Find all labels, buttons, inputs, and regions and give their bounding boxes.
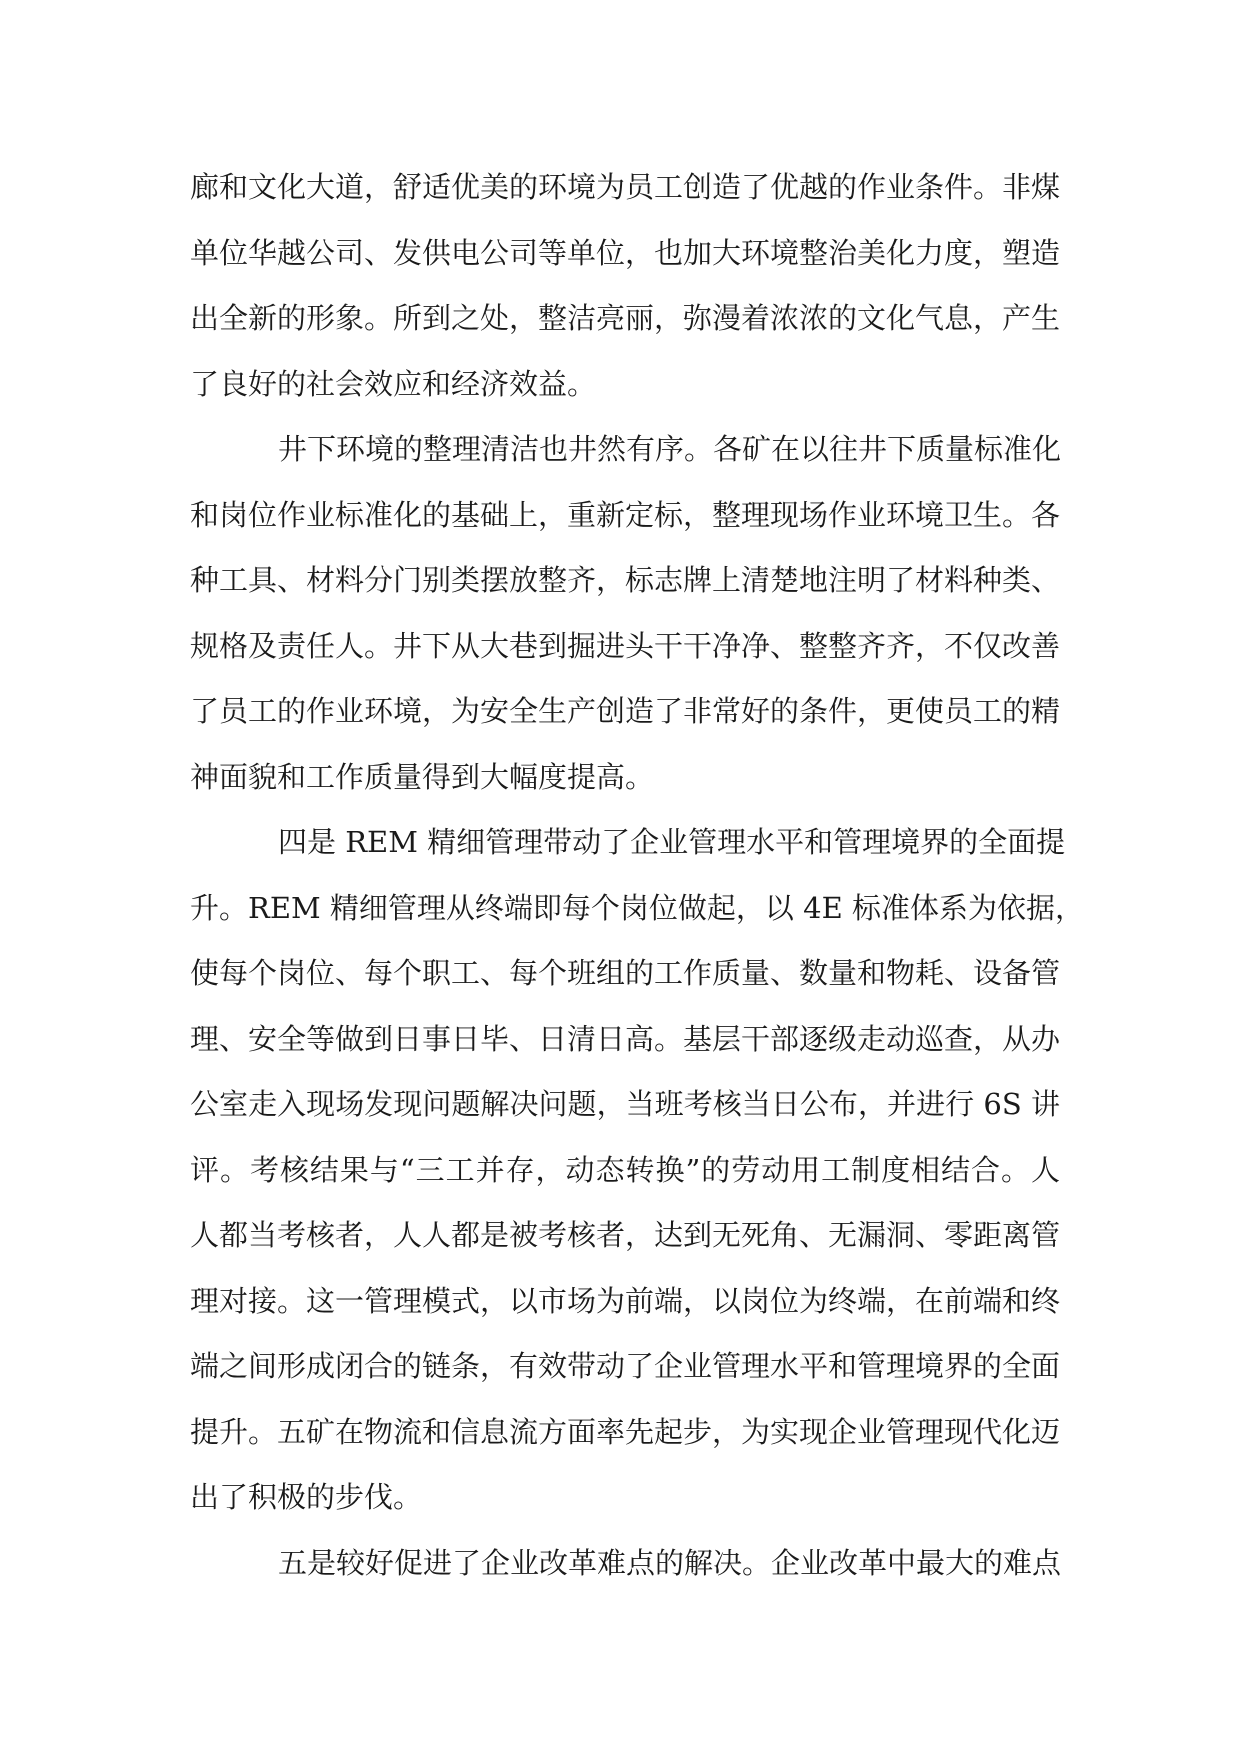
text-line: 提升。五矿在物流和信息流方面率先起步，为实现企业管理现代化迈 [190,1414,1061,1449]
text-line: 使每个岗位、每个职工、每个班组的工作质量、数量和物耗、设备管 [190,956,1061,990]
text-line: 井下环境的整理清洁也井然有序。各矿在以往井下质量标准化 [278,432,1062,466]
text-line: 理、安全等做到日事日毕、日清日高。基层干部逐级走动巡查，从办 [190,1021,1061,1056]
text-line: 出了积极的步伐。 [190,1480,423,1514]
paragraph-2 [190,417,1060,810]
text-line: 廊和文化大道，舒适优美的环境为员工创造了优越的作业条件。非煤 [190,170,1061,204]
text-line: 人都当考核者，人人都是被考核者，达到无死角、无漏洞、零距离管 [190,1218,1061,1252]
text-line: 种工具、材料分门别类摆放整齐，标志牌上清楚地注明了材料种类、 [190,563,1061,597]
text-line: 四是 REM 精细管理带动了企业管理水平和管理境界的全面提 [278,825,1066,859]
paragraph-1 [190,155,1060,417]
text-line: 和岗位作业标准化的基础上，重新定标，整理现场作业环境卫生。各 [190,497,1061,532]
paragraph-3 [190,810,1084,1531]
text-line: 了员工的作业环境，为安全生产创造了非常好的条件，更使员工的精 [190,694,1061,728]
text-line: 神面貌和工作质量得到大幅度提高。 [190,759,655,794]
text-line: 五是较好促进了企业改革难点的解决。企业改革中最大的难点 [278,1545,1062,1580]
text-line: 出全新的形象。所到之处，整洁亮丽，弥漫着浓浓的文化气息，产生 [190,301,1061,335]
text-line: 端之间形成闭合的链条，有效带动了企业管理水平和管理境界的全面 [190,1349,1061,1383]
paragraph-4 [190,1531,1060,1597]
text-line: 升。REM 精细管理从终端即每个岗位做起，以 4E 标准体系为依据， [190,890,1084,925]
text-line: 单位华越公司、发供电公司等单位，也加大环境整治美化力度，塑造 [190,235,1061,270]
text-line: 理对接。这一管理模式，以市场为前端，以岗位为终端，在前端和终 [190,1283,1061,1318]
text-line: 公室走入现场发现问题解决问题，当班考核当日公布，并进行 6S 讲 [190,1087,1060,1121]
text-line: 了良好的社会效应和经济效益。 [190,366,597,401]
body-text [190,155,1084,1596]
text-line: 评。考核结果与“三工并存，动态转换”的劳动用工制度相结合。人 [190,1152,1060,1187]
text-line: 规格及责任人。井下从大巷到掘进头干干净净、整整齐齐，不仅改善 [190,628,1061,663]
